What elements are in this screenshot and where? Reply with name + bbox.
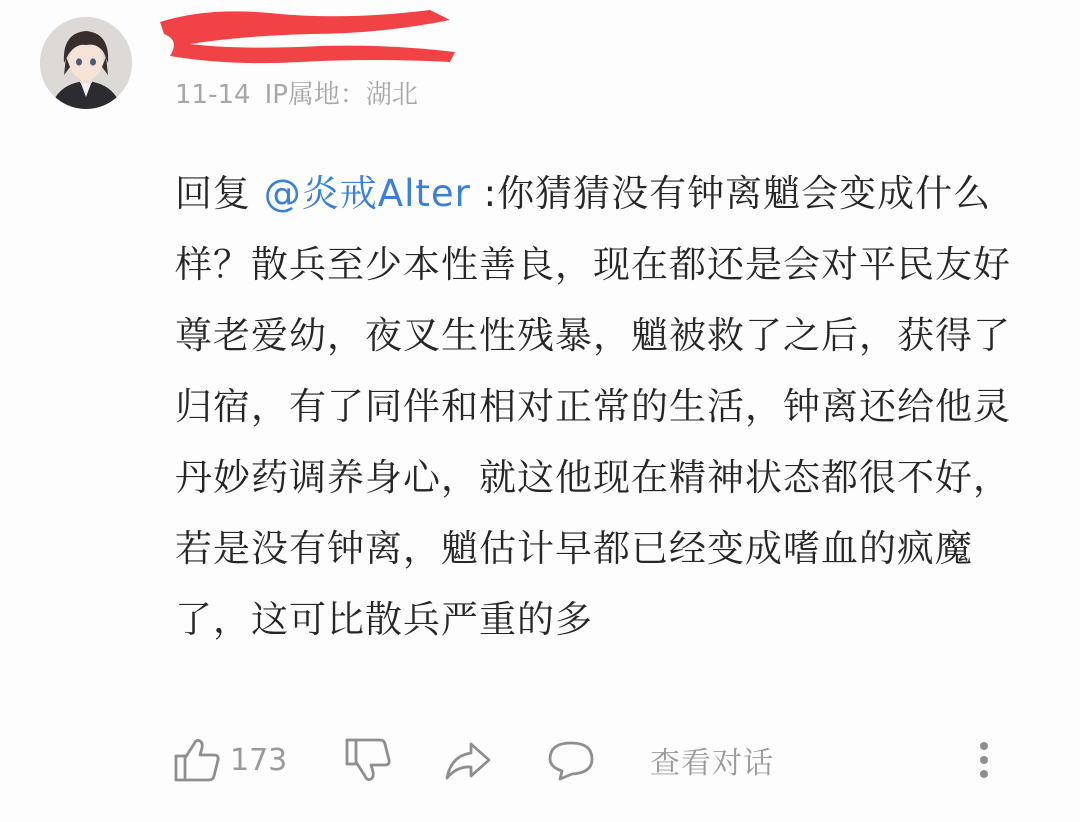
thumbs-up-icon bbox=[172, 736, 222, 784]
comment-date: 11-14 bbox=[175, 80, 251, 110]
redacted-username bbox=[150, 0, 470, 72]
reply-button[interactable] bbox=[546, 730, 596, 790]
ip-label: IP属地： bbox=[264, 80, 366, 110]
avatar-image bbox=[40, 17, 132, 109]
share-icon bbox=[443, 738, 493, 782]
comment-body bbox=[175, 158, 1045, 655]
more-vertical-icon bbox=[970, 736, 998, 784]
view-conversation-label: 查看对话 bbox=[650, 746, 774, 781]
mention-link[interactable]: @炎戒Alter bbox=[263, 172, 471, 215]
reply-separator: : bbox=[470, 172, 498, 215]
view-conversation-button[interactable] bbox=[650, 730, 774, 790]
reply-prefix: 回复 bbox=[175, 172, 264, 215]
comment-text: 你猜猜没有钟离魈会变成什么样？散兵至少本性善良，现在都还是会对平民友好尊老爱幼，夜叉生性残暴，魈被救了之后，获得了归宿，有了同伴和相对正常的生活，钟离还给他灵丹妙药调养身心，就这他现在精神状态都很不好，若是没有钟离，魈估计早都已经变成嗜血的疯魔了，这可比散兵严重的多 bbox=[175, 172, 1011, 641]
comment-meta bbox=[175, 74, 418, 111]
thumbs-down-icon bbox=[343, 736, 391, 784]
more-options-button[interactable] bbox=[970, 730, 998, 790]
share-button[interactable] bbox=[443, 730, 493, 790]
avatar[interactable] bbox=[40, 17, 132, 109]
ip-location: 湖北 bbox=[365, 80, 418, 110]
like-button[interactable] bbox=[172, 730, 287, 790]
comment-icon bbox=[546, 737, 596, 783]
dislike-button[interactable] bbox=[343, 730, 391, 790]
like-count: 173 bbox=[230, 742, 288, 778]
action-bar bbox=[0, 730, 1080, 790]
